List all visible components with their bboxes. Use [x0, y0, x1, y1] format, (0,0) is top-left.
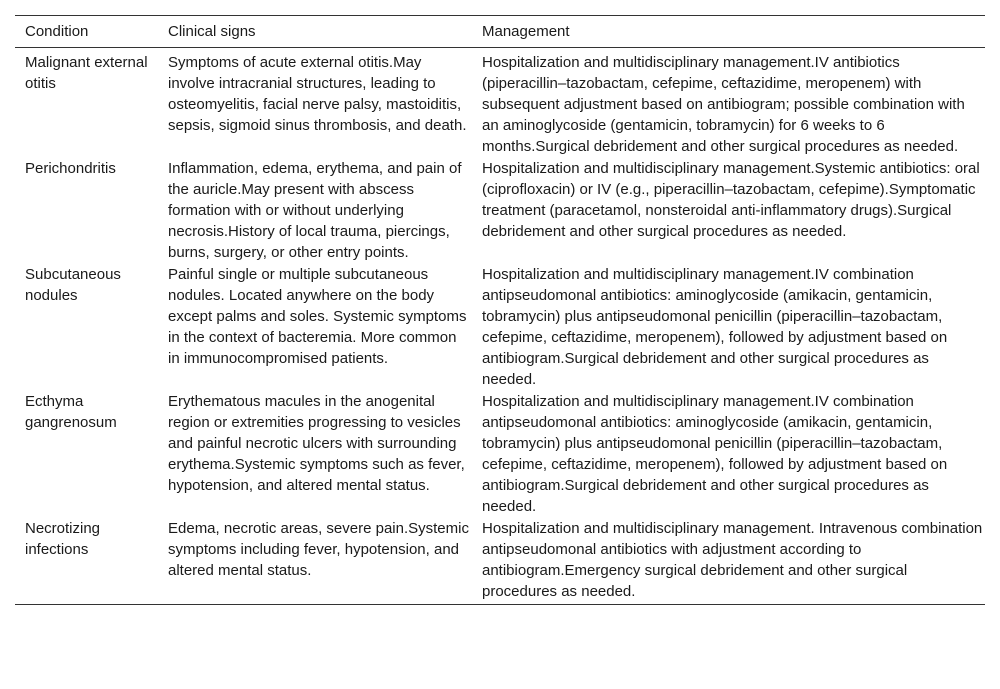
cell-condition: Perichondritis	[25, 160, 116, 177]
cell-management: Hospitalization and multidisciplinary management. Intravenous combination antipseudomonal antibiotics with adjustment according to antibiogram.Emergency surgical debridement and other surgical procedures as needed.	[472, 517, 985, 605]
clinical-table	[15, 15, 985, 605]
table-body	[15, 48, 985, 605]
header-management: Management	[472, 16, 985, 48]
header-clinical-signs: Clinical signs	[158, 16, 472, 48]
table-row	[15, 48, 985, 158]
cell-clinical-signs: Edema, necrotic areas, severe pain.Systemic symptoms including fever, hypotension, and altered mental status.	[158, 517, 472, 605]
table-row	[15, 263, 985, 390]
table-row	[15, 390, 985, 517]
cell-condition: Malignant external otitis	[25, 54, 148, 92]
cell-condition: Subcutaneous nodules	[25, 266, 121, 304]
cell-condition: Necrotizing infections	[15, 517, 158, 605]
cell-clinical-signs: Painful single or multiple subcutaneous nodules. Located anywhere on the body except palms and soles. Systemic symptoms in the context of bacteremia. More common in immunocompromised patients.	[168, 266, 467, 367]
cell-condition: Ecthyma gangrenosum	[25, 393, 117, 431]
cell-management: Hospitalization and multidisciplinary management.IV antibiotics (piperacillin–tazobactam, cefepime, ceftazidime, meropenem) with subsequent adjustment based on antibiogram; possible combination with an aminoglycoside (gentamicin, tobramycin) for 6 weeks to 6 months.Surgical debridement and other surgical procedures as needed.	[482, 54, 965, 155]
cell-clinical-signs: Erythematous macules in the anogenital region or extremities progressing to vesicles and painful necrotic ulcers with surrounding erythema.Systemic symptoms such as fever, hypotension, and altered mental status.	[168, 393, 465, 494]
cell-clinical-signs: Inflammation, edema, erythema, and pain of the auricle.May present with abscess formation with or without underlying necrosis.History of local trauma, piercings, burns, surgery, or other entry points.	[168, 160, 462, 261]
cell-clinical-signs: Symptoms of acute external otitis.May involve intracranial structures, leading to osteomyelitis, facial nerve palsy, mastoiditis, sepsis, sigmoid sinus thrombosis, and death.	[168, 54, 467, 134]
header-row	[15, 16, 985, 48]
table-row	[15, 517, 985, 605]
cell-management: Hospitalization and multidisciplinary management.IV combination antipseudomonal antibiotics: aminoglycoside (amikacin, gentamicin, tobramycin) plus antipseudomonal penicillin (piperacillin–tazobactam, cefepime, ceftazidime, meropenem), followed by adjustment based on antibiogram.Surgical debridement and other surgical procedures as needed.	[482, 266, 948, 388]
table-header	[15, 16, 985, 48]
table-row	[15, 157, 985, 263]
cell-management: Hospitalization and multidisciplinary management.Systemic antibiotics: oral (ciprofloxacin) or IV (e.g., piperacillin–tazobactam, cefepime).Symptomatic treatment (paracetamol, nonsteroidal anti-inflammatory drugs).Surgical debridement and other surgical procedures as needed.	[482, 160, 980, 240]
header-condition: Condition	[15, 16, 158, 48]
cell-management: Hospitalization and multidisciplinary management.IV combination antipseudomonal antibiotics: aminoglycoside (amikacin, gentamicin, tobramycin) plus antipseudomonal penicillin (piperacillin–tazobactam, cefepime, ceftazidime, meropenem), followed by adjustment based on antibiogram.Surgical debridement and other surgical procedures as needed.	[482, 393, 948, 515]
clinical-table-container	[15, 15, 985, 605]
